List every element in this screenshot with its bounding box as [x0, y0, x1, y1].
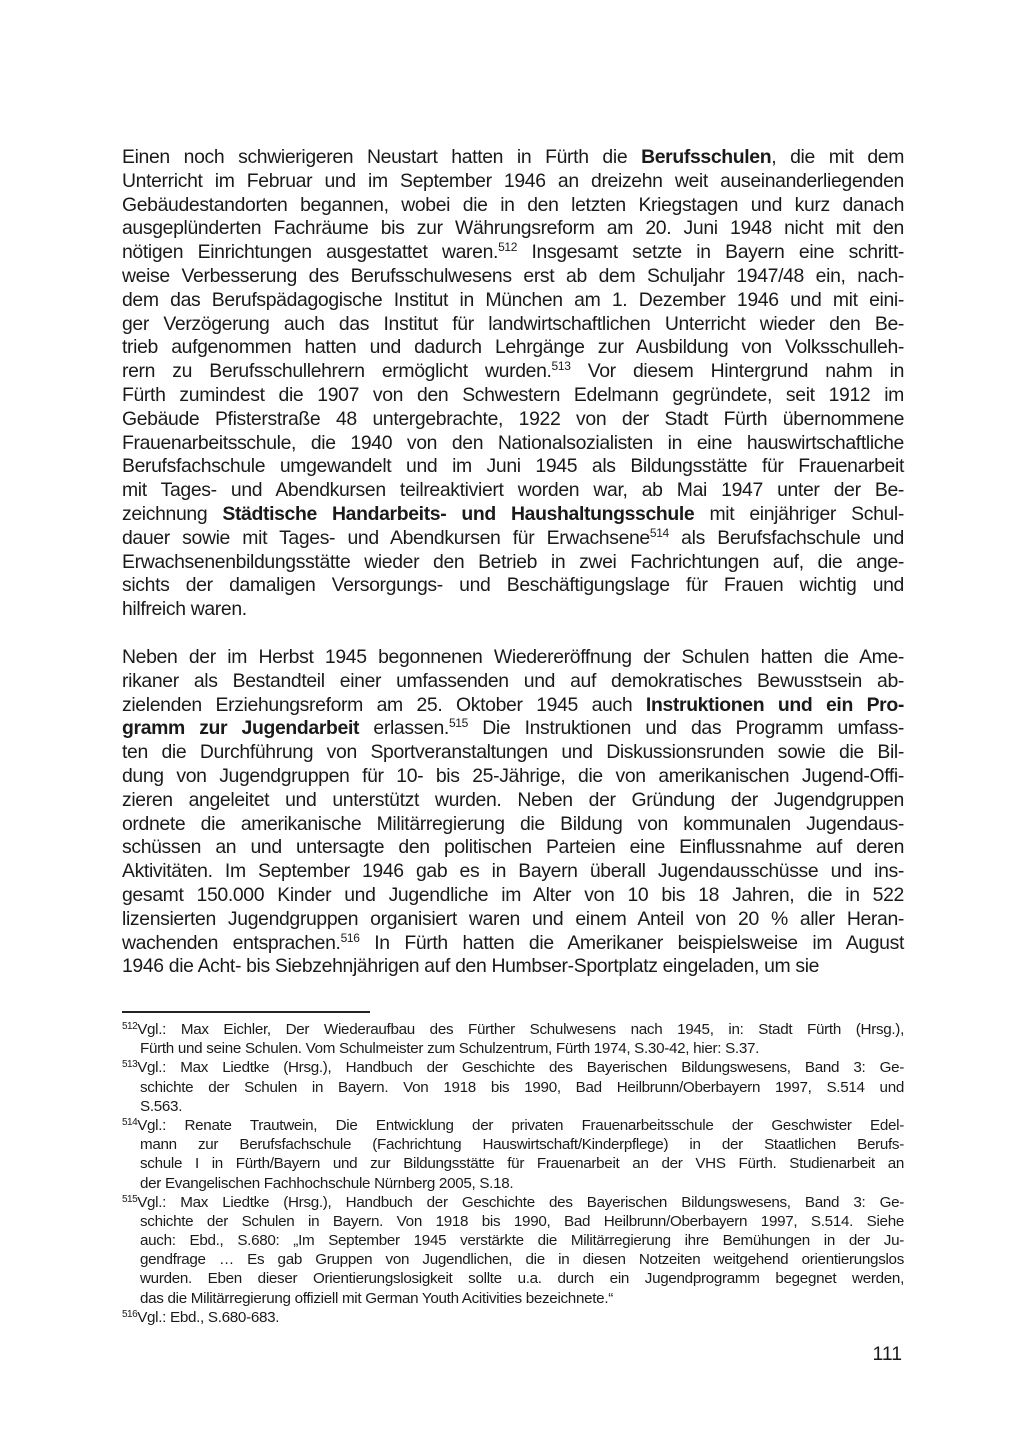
text-run: mit einjähriger Schul- [694, 502, 904, 525]
footnote-line [122, 1269, 904, 1288]
text-run: rern zu Berufsschullehrern ermöglicht wurden. [122, 360, 552, 383]
text-run: zielenden Erziehungsreform am 25. Oktober 1945 auch [122, 693, 646, 716]
text-line [122, 527, 904, 551]
text-line [122, 717, 904, 741]
page-number: 111 [872, 1343, 902, 1365]
text-line [122, 574, 904, 598]
footnote-text: schule I in Fürth/Bayern und zur Bildungsstätte für Frauenarbeit an der VHS Fürth. Studienarbeit an [140, 1155, 904, 1173]
footnote-ref: 515 [448, 716, 468, 731]
footnote-512 [122, 1020, 904, 1058]
footnote-line [122, 1193, 904, 1212]
text-run: wachenden entsprachen. [122, 931, 341, 954]
footnote-text: mann zur Berufsfachschule (Fachrichtung Hauswirtschaft/Kinderpflege) in der Staatlichen Berufs- [140, 1136, 904, 1154]
text-run: Aktivitäten. Im September 1946 gab es in Bayern überall Jugendausschüsse und ins- [122, 860, 904, 883]
footnote-516 [122, 1308, 904, 1327]
text-run: trieb aufgenommen hatten und dadurch Lehrgänge zur Ausbildung von Volksschulleh- [122, 336, 904, 359]
footnote-line [122, 1039, 904, 1058]
text-run: Vor diesem Hintergrund nahm in [570, 360, 904, 383]
text-run: hilfreich waren. [122, 598, 247, 621]
footnote-text: auch: Ebd., S.680: „Im September 1945 verstärkte die Militärregierung ihre Bemühungen in der Ju- [140, 1232, 904, 1250]
footnote-ref: 514 [649, 525, 669, 540]
text-line [122, 598, 904, 622]
footnote-line [122, 1231, 904, 1250]
text-run: dauer sowie mit Tages- und Abendkursen für Erwachsene [122, 526, 650, 549]
text-line [122, 360, 904, 384]
paragraph-berufsschulen [122, 146, 904, 622]
text-run: Gebäudestandorten begannen, wobei die in den letzten Kriegstagen und kurz danach [122, 193, 904, 216]
footnote-text: schichte der Schulen in Bayern. Von 1918 bis 1990, Bad Heilbrunn/Oberbayern 1997, S.514. Siehe [140, 1212, 904, 1230]
footnote-number: 515 [122, 1193, 138, 1205]
footnote-text: Fürth und seine Schulen. Vom Schulmeister zum Schulzentrum, Fürth 1974, S.30-42, hier: S.37. [140, 1040, 760, 1058]
footnote-ref: 512 [498, 240, 518, 255]
footnote-line [122, 1020, 904, 1039]
text-line [122, 836, 904, 860]
footnote-text: gendfrage … Es gab Gruppen von Jugendlichen, die in diesen Notzeiten weitgehend orientierungslos [140, 1251, 904, 1269]
text-line [122, 289, 904, 313]
footnote-text: das die Militärregierung offiziell mit German Youth Acitivities bezeichnete.“ [140, 1289, 613, 1307]
text-run: Erwachsenenbildungsstätte wieder den Betrieb in zwei Fachrichtungen auf, die ange- [122, 550, 904, 573]
text-run: Frauenarbeitsschule, die 1940 von den Nationalsozialisten in eine hauswirtschaftliche [122, 431, 904, 454]
text-run: rikaner als Bestandteil einer umfassenden und auf demokratisches Bewusstsein ab- [122, 669, 904, 692]
text-run: ausgeplünderten Fachräume bis zur Währungsreform am 20. Juni 1948 nicht mit den [122, 217, 904, 240]
text-run: ordnete die amerikanische Militärregierung die Bildung von kommunalen Jugendaus- [122, 812, 904, 835]
footnote-515 [122, 1193, 904, 1308]
footnote-text: Vgl.: Max Liedtke (Hrsg.), Handbuch der Geschichte des Bayerischen Bildungswesens, Band 3: Ge- [137, 1059, 904, 1077]
text-line [122, 265, 904, 289]
text-line [122, 813, 904, 837]
footnote-line [122, 1174, 904, 1193]
text-run: Einen noch schwierigeren Neustart hatten in Fürth die [122, 146, 642, 168]
text-line [122, 432, 904, 456]
text-run: , die mit dem [771, 146, 904, 168]
footnote-text: S.563. [140, 1097, 183, 1115]
text-run: ger Verzögerung auch das Institut für landwirtschaftlichen Unterricht wieder den Be- [122, 312, 904, 335]
text-line [122, 670, 904, 694]
text-line [122, 765, 904, 789]
footnote-number: 514 [122, 1116, 138, 1128]
footnote-text: Vgl.: Max Liedtke (Hrsg.), Handbuch der Geschichte des Bayerischen Bildungswesens, Band 3: Ge- [137, 1193, 904, 1211]
text-run: In Fürth hatten die Amerikaner beispielsweise im August [359, 931, 904, 954]
footnotes [122, 1020, 904, 1327]
bold-term: Berufsschulen [641, 146, 772, 168]
text-run: zeichnung [122, 502, 223, 525]
text-run: Die Instruktionen und das Programm umfass- [467, 717, 904, 740]
text-run: dung von Jugendgruppen für 10- bis 25-Jährige, die von amerikanischen Jugend-Offi- [122, 764, 904, 787]
text-run: als Berufsfachschule und [668, 526, 904, 549]
footnote-513 [122, 1058, 904, 1116]
footnote-text: Vgl.: Max Eichler, Der Wiederaufbau des Fürther Schulwesens nach 1945, in: Stadt Fürth (Hrsg.), [137, 1021, 904, 1038]
text-run: Gebäude Pfisterstraße 48 untergebrachte, 1922 von der Stadt Fürth übernommene [122, 407, 904, 430]
text-line [122, 455, 904, 479]
text-run: schüssen an und untersagte den politischen Parteien eine Einflussnahme auf deren [122, 836, 904, 859]
footnote-number: 516 [122, 1308, 138, 1320]
footnote-line [122, 1135, 904, 1154]
footnote-line [122, 1078, 904, 1097]
bold-term: Städtische Handarbeits- und Haushaltungsschule [222, 502, 695, 525]
bold-term: gramm zur Jugendarbeit [122, 717, 360, 740]
footnote-text: Vgl.: Ebd., S.680-683. [137, 1308, 280, 1326]
text-line [122, 170, 904, 194]
footnote-line [122, 1250, 904, 1269]
text-line [122, 384, 904, 408]
text-line [122, 408, 904, 432]
text-run: weise Verbesserung des Berufsschulwesens erst ab dem Schuljahr 1947/48 ein, nach- [122, 264, 904, 287]
footnote-text: Vgl.: Renate Trautwein, Die Entwicklung der privaten Frauenarbeitsschule der Geschwister Edel- [137, 1116, 904, 1134]
text-line [122, 908, 904, 932]
text-run: dem das Berufspädagogische Institut in München am 1. Dezember 1946 und mit eini- [122, 288, 904, 311]
text-run: 1946 die Acht- bis Siebzehnjährigen auf den Humbser-Sportplatz eingeladen, um sie [122, 955, 820, 978]
footnote-ref: 516 [340, 930, 360, 945]
text-run: mit Tages- und Abendkursen teilreaktiviert worden war, ab Mai 1947 unter der Be- [122, 479, 904, 502]
text-run: sichts der damaligen Versorgungs- und Beschäftigungslage für Frauen wichtig und [122, 574, 904, 597]
text-line [122, 194, 904, 218]
footnote-line [122, 1154, 904, 1173]
footnote-text: schichte der Schulen in Bayern. Von 1918 bis 1990, Bad Heilbrunn/Oberbayern 1997, S.514 und [140, 1078, 904, 1096]
text-line [122, 146, 904, 170]
text-run: gesamt 150.000 Kinder und Jugendliche im Alter von 10 bis 18 Jahren, die in 522 [122, 883, 904, 906]
text-run: nötigen Einrichtungen ausgestattet waren. [122, 241, 499, 264]
text-line [122, 932, 904, 956]
text-run: Unterricht im Februar und im September 1946 an dreizehn weit auseinanderliegenden [122, 169, 904, 192]
text-line [122, 336, 904, 360]
text-run: lizensierten Jugendgruppen organisiert waren und einem Anteil von 20 % aller Heran- [122, 907, 904, 930]
text-line [122, 694, 904, 718]
text-run: erlassen. [359, 717, 449, 740]
text-line [122, 479, 904, 503]
footnote-number: 513 [122, 1059, 138, 1071]
footnote-line [122, 1058, 904, 1077]
footnote-number: 512 [122, 1021, 138, 1032]
footnote-line [122, 1116, 904, 1135]
footnote-line [122, 1289, 904, 1308]
text-run: Neben der im Herbst 1945 begonnenen Wiedereröffnung der Schulen hatten die Ame- [122, 646, 904, 668]
footnote-514 [122, 1116, 904, 1193]
text-line [122, 884, 904, 908]
text-run: zieren angeleitet und unterstützt wurden. Neben der Gründung der Jugendgruppen [122, 788, 904, 811]
footnote-line [122, 1212, 904, 1231]
text-run: Fürth zumindest die 1907 von den Schwestern Edelmann gegründete, seit 1912 im [122, 383, 904, 406]
text-line [122, 313, 904, 337]
footnote-line [122, 1097, 904, 1116]
text-line [122, 789, 904, 813]
footnote-line [122, 1308, 904, 1327]
text-line [122, 741, 904, 765]
text-line [122, 551, 904, 575]
footnote-text: der Evangelischen Fachhochschule Nürnberg 2005, S.18. [140, 1174, 514, 1192]
text-line [122, 955, 904, 979]
text-run: ten die Durchführung von Sportveranstaltungen und Diskussionsrunden sowie die Bil- [122, 741, 904, 764]
text-line [122, 503, 904, 527]
bold-term: Instruktionen und ein Pro- [645, 693, 904, 716]
text-line [122, 860, 904, 884]
footnote-separator [122, 1011, 370, 1013]
text-line [122, 646, 904, 670]
text-line [122, 241, 904, 265]
paragraph-jugendarbeit [122, 646, 904, 979]
text-run: Insgesamt setzte in Bayern eine schritt- [517, 241, 904, 264]
text-line [122, 217, 904, 241]
footnote-text: wurden. Eben dieser Orientierungslosigkeit sollte u.a. durch ein Jugendprogramm begegnet werden, [140, 1270, 904, 1288]
text-run: Berufsfachschule umgewandelt und im Juni 1945 als Bildungsstätte für Frauenarbeit [122, 455, 904, 478]
footnote-ref: 513 [551, 359, 571, 374]
